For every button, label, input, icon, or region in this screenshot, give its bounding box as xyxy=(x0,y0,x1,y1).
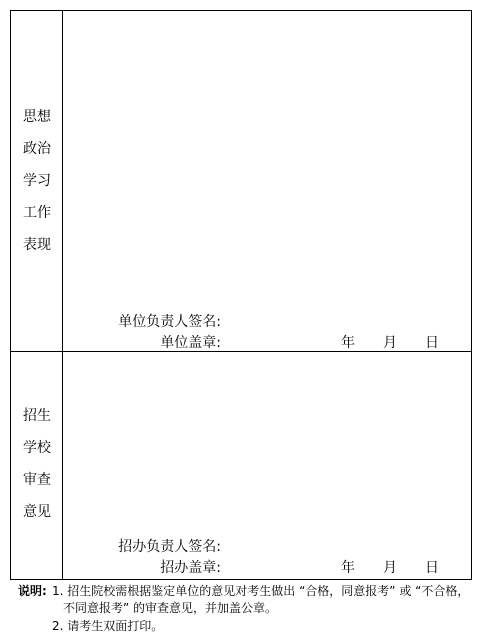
school-review-section xyxy=(11,352,471,579)
admissions-leader-signature-label: 招办负责人签名: xyxy=(118,539,221,555)
section-label-cell xyxy=(11,11,63,351)
label-line: 政治 xyxy=(23,141,51,157)
label-line: 思想 xyxy=(23,109,51,125)
date-month-label: 月 xyxy=(383,560,397,576)
political-performance-section xyxy=(11,11,471,352)
unit-seal-label: 单位盖章: xyxy=(160,335,221,351)
unit-leader-signature-label: 单位负责人签名: xyxy=(118,314,221,330)
label-line: 学习 xyxy=(23,173,51,189)
section-label xyxy=(11,400,63,528)
notes-title: 说明: xyxy=(18,584,47,598)
label-line: 工作 xyxy=(23,205,51,221)
assessment-form-table xyxy=(10,10,472,580)
label-line: 学校 xyxy=(23,440,51,456)
note-item-2: 2. 请考生双面打印。 xyxy=(52,619,164,633)
date-year-label: 年 xyxy=(341,560,355,576)
label-line: 审查 xyxy=(23,472,51,488)
label-line: 意见 xyxy=(23,504,51,520)
date-year-label: 年 xyxy=(341,335,355,351)
note-item-1-line-2: 不同意报考” 的审查意见，并加盖公章。 xyxy=(63,601,278,615)
date-day-label: 日 xyxy=(425,335,439,351)
label-line: 招生 xyxy=(23,408,51,424)
note-item-1-line-1: 1. 招生院校需根据鉴定单位的意见对考生做出 “合格，同意报考” 或 “不合格， xyxy=(52,584,470,598)
label-line: 表现 xyxy=(23,237,51,253)
date-month-label: 月 xyxy=(383,335,397,351)
section-label xyxy=(11,101,63,261)
admissions-seal-label: 招办盖章: xyxy=(160,560,221,576)
date-day-label: 日 xyxy=(425,560,439,576)
